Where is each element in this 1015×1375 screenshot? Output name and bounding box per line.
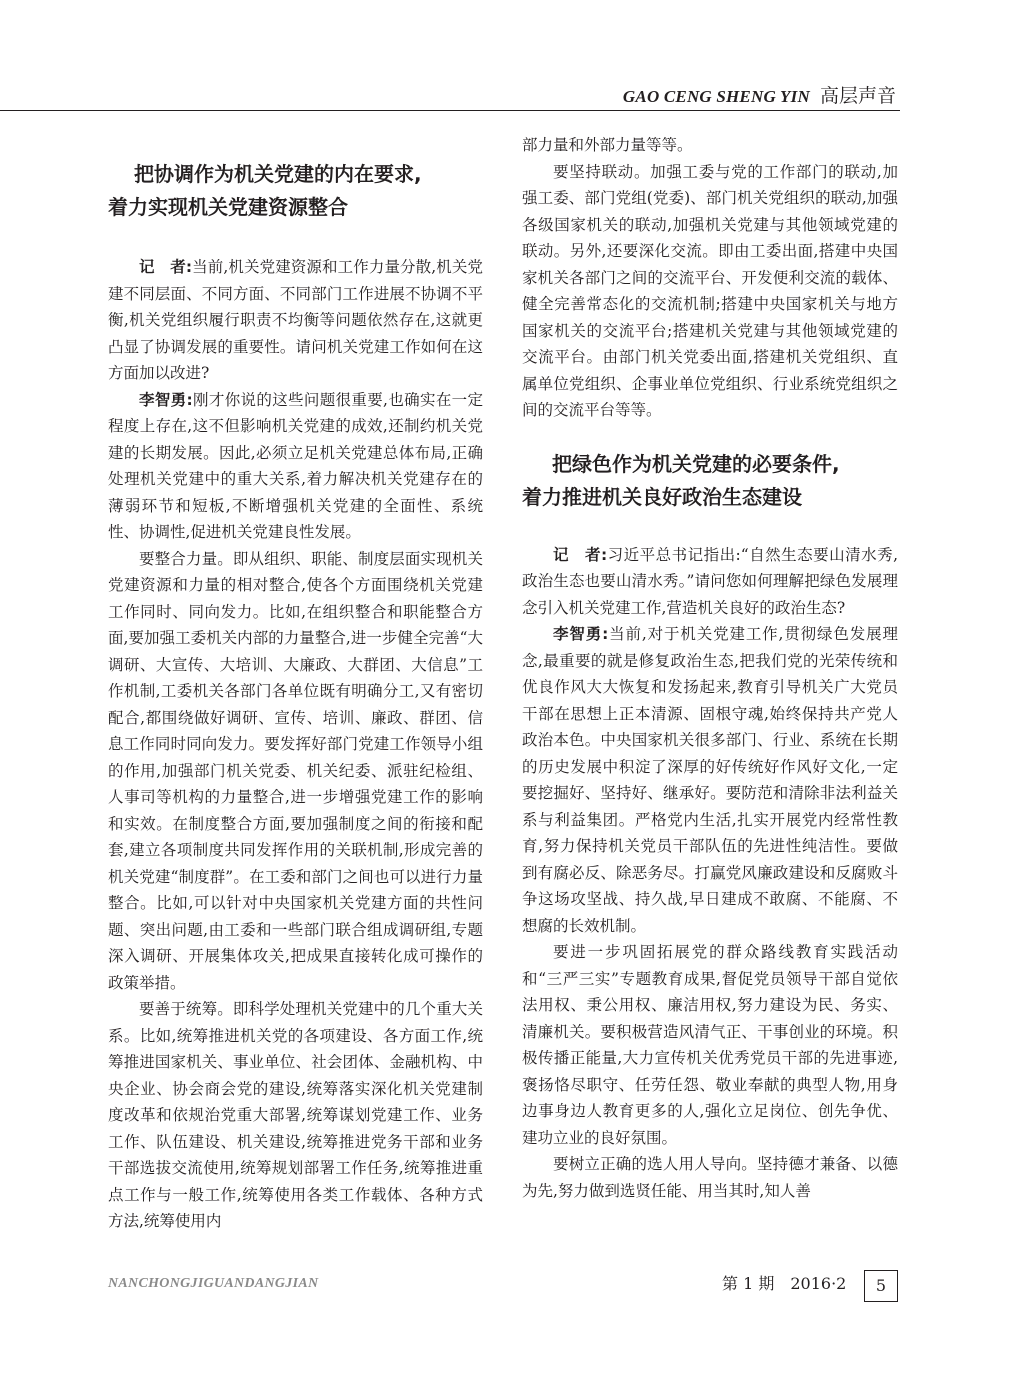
right-column xyxy=(522,132,898,1204)
header-title-zh: 高层声音 xyxy=(819,85,896,107)
speaker-label: 李智勇: xyxy=(553,625,609,643)
footer-publication-name: NANCHONGJIGUANDANGJIAN xyxy=(108,1276,319,1291)
paragraph-text: 刚才你说的这些问题很重要,也确实在一定程度上存在,这不但影响机关党建的成效,还制约机关党建的长期发展。因此,必须立足机关党建总体布局,正确处理机关党建中的重大关系,着力解决机关党建存在的薄弱环节和短板,不断增强机关党建的全面性、系统性、协调性,促进机关党建良性发展。 xyxy=(108,390,483,541)
paragraph-continuation: 部力量和外部力量等等。 xyxy=(522,136,693,154)
running-header xyxy=(0,84,900,111)
paragraph-text: 即科学处理机关党建中的几个重大关系。比如,统筹推进机关党的各项建设、各方面工作,统筹推进国家机关、事业单位、社会团体、金融机构、中央企业、协会商会党的建设,统筹落实深化机关党建制度改革和依规治党重大部署,统筹谋划党建工作、业务工作、队伍建设、机关建设,统筹推进党务干部和业务干部选拔交流使用,统筹规划部署工作任务,统筹推进重点工作与一般工作,统筹使用各类工作载体、各种方式方法,统筹使用内 xyxy=(108,1000,483,1230)
speaker-label: 记 者: xyxy=(139,258,193,276)
section-heading-coordination xyxy=(108,158,483,224)
paragraph-overall-planning xyxy=(108,996,483,1235)
paragraph-integrate-forces xyxy=(108,546,483,997)
footer-issue: 第 1 期 2016·2 xyxy=(722,1274,847,1293)
heading-line-1: 把绿色作为机关党建的必要条件, xyxy=(552,451,840,476)
paragraph-text: 加强工委与党的工作部门的联动,加强工委、部门党组(党委)、部门机关党组织的联动,加强各级国家机关的联动,加强机关党建与其他领域党建的联动。另外,还要深化交流。即由工委出面,搭建中央国家机关各部门之间的交流平台、开发便利交流的载体、健全完善常态化的交流机制;搭建中央国家机关与地方国家机关的交流平台;搭建机关党建与其他领域党建的交流平台。由部门机关党委出面,搭建机关党组织、直属单位党组织、企事业单位党组织、行业系统党组织之间的交流平台等等。 xyxy=(522,162,898,419)
paragraph-personnel: 要树立正确的选人用人导向。坚持德才兼备、以德为先,努力做到选贤任能、用当其时,知人善 xyxy=(522,1155,898,1200)
paragraph-text: 当前,对于机关党建工作,贯彻绿色发展理念,最重要的就是修复政治生态,把我们党的光荣传统和优良作风大大恢复和发扬起来,教育引导机关广大党员干部在思想上正本清源、固根守魂,始终保持共产党人政治本色。中央国家机关很多部门、行业、系统在长期的历史发展中积淀了深厚的好传统好作风好文化,一定要挖掘好、坚持好、继承好。要防范和清除非法利益关系与利益集团。严格党内生活,扎实开展党内经常性教育,努力保持机关党员干部队伍的先进性纯洁性。要做到有腐必反、除恶务尽。打赢党风廉政建设和反腐败斗争这场攻坚战、持久战,早日建成不敢腐、不能腐、不想腐的长效机制。 xyxy=(522,625,898,935)
paragraph-text: 当前,机关党建资源和工作力量分散,机关党建不同层面、不同方面、不同部门工作进展不协调不平衡,机关党组织履行职责不均衡等问题依然存在,这就更凸显了协调发展的重要性。请问机关党建工作如何在这方面加以改进? xyxy=(108,258,484,382)
section-heading-green xyxy=(522,448,898,514)
paragraph-reporter-question xyxy=(522,542,898,622)
keyword-lead: 要整合力量。 xyxy=(139,549,233,568)
paragraph-text: 即从组织、职能、制度层面实现机关党建资源和力量的相对整合,使各个方面围绕机关党建工作同时、同向发力。比如,在组织整合和职能整合方面,要加强工委机关内部的力量整合,进一步健全完善“大调研、大宣传、大培训、大廉政、大群团、大信息”工作机制,工委机关各部门各单位既有明确分工,又有密切配合,都围绕做好调研、宣传、培训、廉政、群团、信息工作同时同向发力。要发挥好部门党建工作领导小组的作用,加强部门机关党委、机关纪委、派驻纪检组、人事司等机构的力量整合,进一步增强党建工作的影响和实效。在制度整合方面,要加强制度之间的衔接和配套,建立各项制度共同发挥作用的关联机制,形成完善的机关党建“制度群”。在工委和部门之间也可以进行力量整合。比如,可以针对中央国家机关党建方面的共性问题、突出问题,由工委和一些部门联合组成调研组,专题深入调研、开展集体攻关,把成果直接转化成可操作的政策举措。 xyxy=(108,549,483,992)
heading-line-1: 把协调作为机关党建的内在要求, xyxy=(134,162,422,186)
keyword-lead: 要善于统筹。 xyxy=(139,1000,233,1018)
left-column xyxy=(108,132,483,1235)
paragraph-answer xyxy=(522,621,898,939)
speaker-label: 记 者: xyxy=(553,545,608,564)
speaker-label: 李智勇: xyxy=(139,390,193,409)
heading-line-2: 着力实现机关党建资源整合 xyxy=(108,195,348,219)
paragraph-answer xyxy=(108,387,483,546)
keyword-lead: 要坚持联动。 xyxy=(553,162,651,181)
header-title xyxy=(623,84,896,109)
page-number: 5 xyxy=(864,1270,898,1302)
paragraph-reporter-question xyxy=(108,254,483,387)
paragraph-text: 习近平总书记指出:“自然生态要山清水秀,政治生态也要山清水秀。”请问您如何理解把绿色发展理念引入机关党建工作,营造机关良好的政治生态? xyxy=(522,545,899,617)
header-title-en: GAO CENG SHENG YIN xyxy=(622,87,810,106)
paragraph-linkage xyxy=(522,159,898,424)
paragraph-mass-line: 要进一步巩固拓展党的群众路线教育实践活动和“三严三实”专题教育成果,督促党员领导干部自觉依法用权、秉公用权、廉洁用权,努力建设为民、务实、清廉机关。要积极营造风清气正、干事创业的环境。积极传播正能量,大力宣传机关优秀党员干部的先进事迹,褒扬恪尽职守、任劳任怨、敬业奉献的典型人物,用身边事身边人教育更多的人,强化立足岗位、创先争优、建功立业的良好氛围。 xyxy=(522,943,898,1147)
heading-line-2: 着力推进机关良好政治生态建设 xyxy=(522,484,802,509)
